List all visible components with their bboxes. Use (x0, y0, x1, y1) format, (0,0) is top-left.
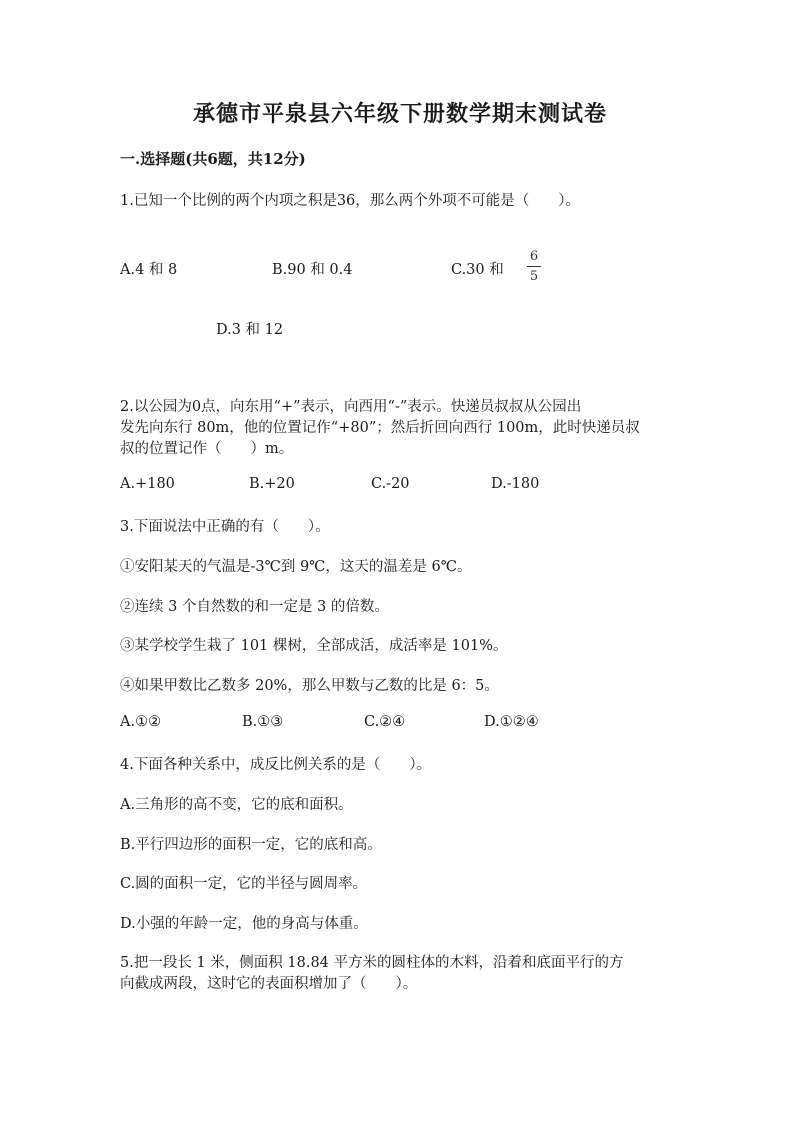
section-heading: 一.选择题(共6题，共12分) (120, 150, 306, 168)
fraction-bar (527, 266, 541, 267)
q2-line-2: 发先向东行 80m，他的位置记作“+80”；然后折回向西行 100m，此时快递员叔 (120, 420, 640, 436)
q4-option-b: B.平行四边形的面积一定，它的底和高。 (120, 837, 382, 853)
q4-stem: 4.下面各种关系中，成反比例关系的是（ ）。 (120, 757, 432, 773)
q2-option-c: C.-20 (371, 476, 410, 492)
q3-statement-1: ①安阳某天的气温是-3℃到 9℃，这天的温差是 6℃。 (120, 559, 472, 575)
fraction-numerator: 6 (529, 249, 539, 264)
page-title: 承德市平泉县六年级下册数学期末测试卷 (192, 101, 607, 127)
q3-statement-2: ②连续 3 个自然数的和一定是 3 的倍数。 (120, 599, 389, 615)
q3-option-a: A.①② (120, 714, 162, 730)
q1-option-b: B.90 和 0.4 (272, 262, 353, 278)
q3-statement-4: ④如果甲数比乙数多 20%，那么甲数与乙数的比是 6：5。 (120, 678, 499, 694)
q1-option-c: C.30 和 (451, 262, 504, 278)
q3-option-c: C.②④ (364, 714, 406, 730)
q2-option-d: D.-180 (491, 476, 540, 492)
q4-option-c: C.圆的面积一定，它的半径与圆周率。 (120, 876, 368, 892)
q1-stem: 1.已知一个比例的两个内项之积是36，那么两个外项不可能是（ ）。 (120, 193, 581, 209)
q2-line-3: 叔的位置记作（ ）m。 (120, 441, 294, 457)
q3-option-b: B.①③ (242, 714, 284, 730)
q1-option-a: A.4 和 8 (120, 262, 178, 278)
q2-option-a: A.+180 (120, 476, 175, 492)
q3-stem: 3.下面说法中正确的有（ ）。 (120, 519, 330, 535)
q4-option-a: A.三角形的高不变，它的底和面积。 (120, 797, 353, 813)
q2-option-b: B.+20 (249, 476, 295, 492)
fraction-denominator: 5 (529, 269, 539, 284)
q3-statement-3: ③某学校学生栽了 101 棵树，全部成活，成活率是 101%。 (120, 638, 508, 654)
q3-option-d: D.①②④ (484, 714, 539, 730)
q5-line-1: 5.把一段长 1 米，侧面积 18.84 平方米的圆柱体的木料，沿着和底面平行的方 (120, 955, 624, 971)
q5-line-2: 向截成两段，这时它的表面积增加了（ ）。 (120, 976, 418, 992)
q1-option-c-fraction (527, 250, 541, 283)
q4-option-d: D.小强的年龄一定，他的身高与体重。 (120, 916, 368, 932)
q2-line-1: 2.以公园为0点，向东用“+”表示，向西用“-”表示。快递员叔叔从公园出 (120, 399, 582, 415)
q1-option-d: D.3 和 12 (216, 322, 284, 338)
